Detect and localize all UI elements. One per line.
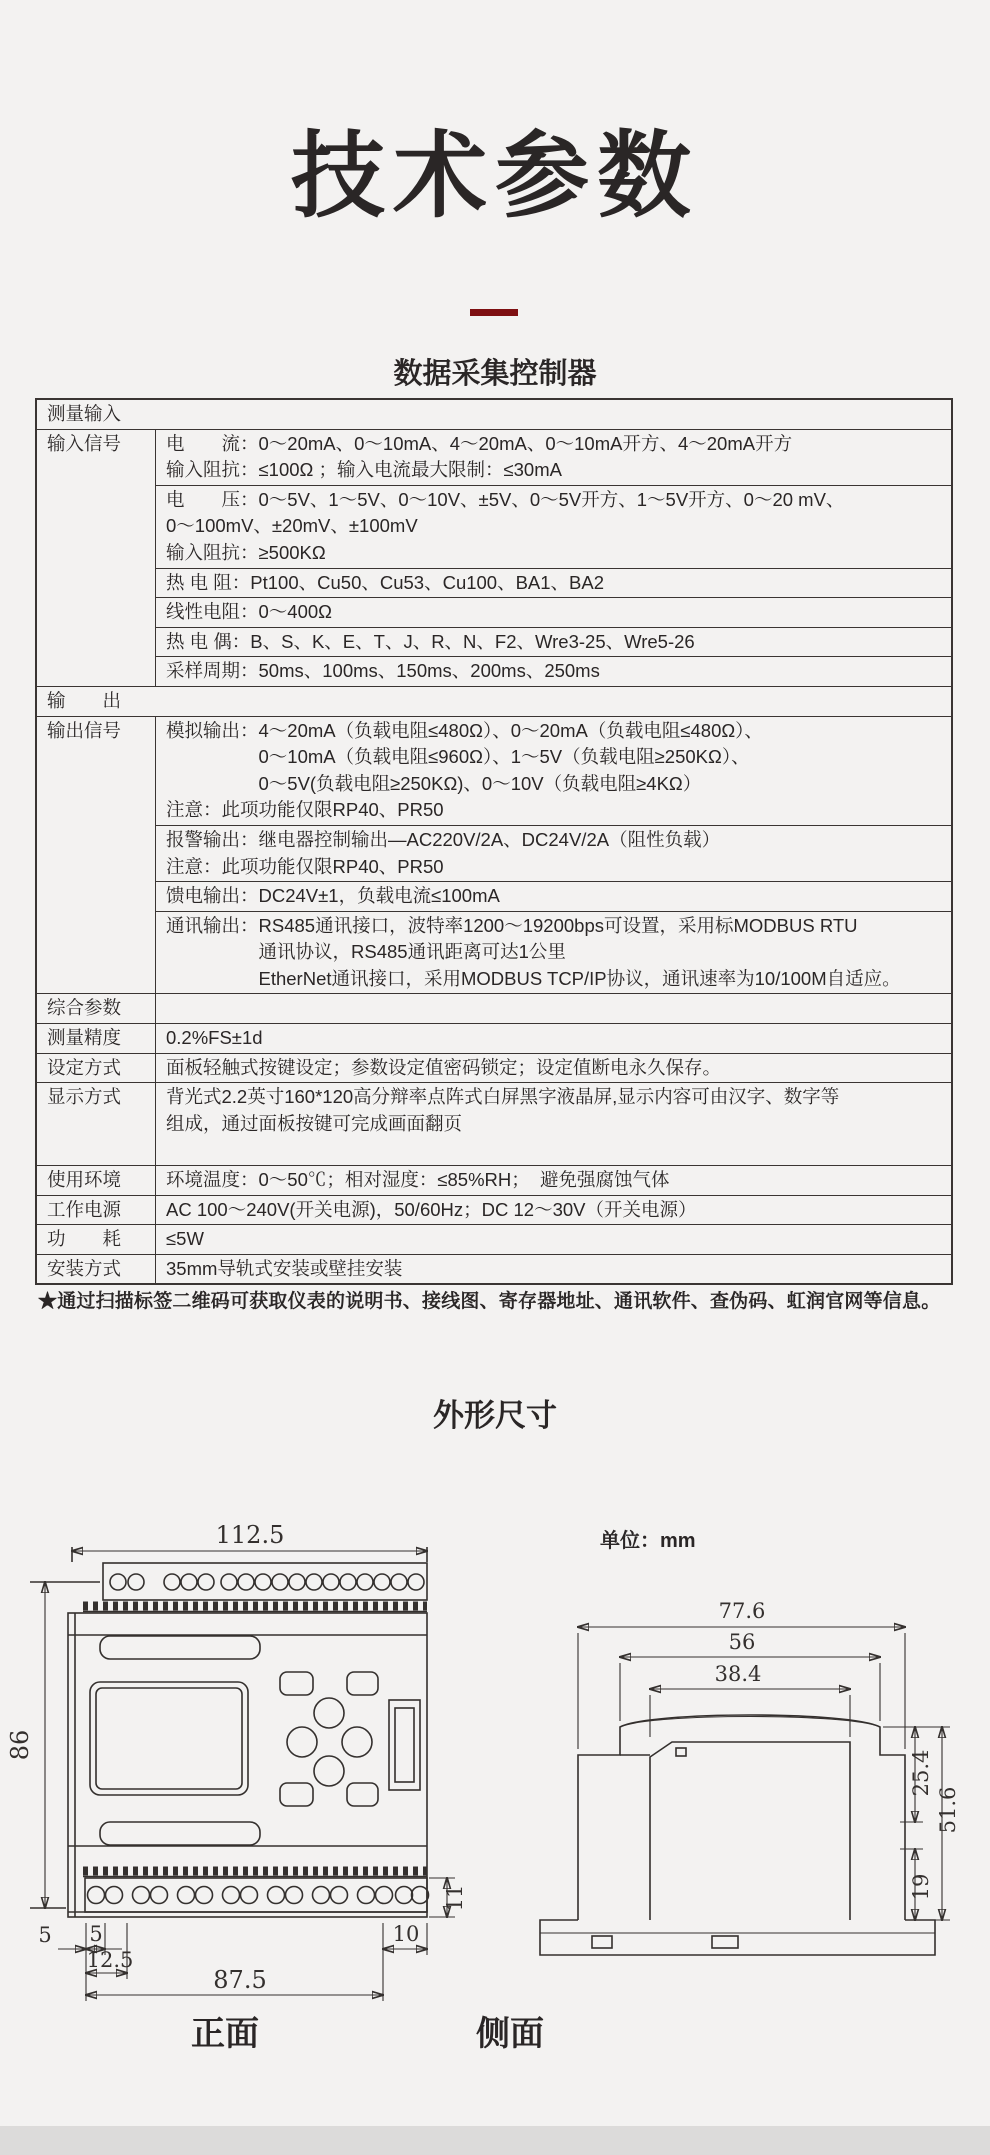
footer-band: [0, 2126, 990, 2155]
spec-row: [37, 1254, 951, 1284]
spec-row-label: 使用环境: [47, 1169, 122, 1191]
spec-sub-row: [156, 485, 951, 568]
spec-text-line: 35mm导轨式安装或壁挂安装: [166, 1257, 403, 1279]
spec-text-line: 热 电 阻：Pt100、Cu50、Cu53、Cu100、BA1、BA2: [166, 571, 605, 593]
spec-text-line: 背光式2.2英寸160*120高分辩率点阵式白屏黑字液晶屏,显示内容可由汉字、数字等: [166, 1086, 840, 1108]
spec-text-line: EtherNet通讯接口，采用MODBUS TCP/IP协议，通讯速率为10/100M自适应。: [166, 967, 901, 989]
spec-row-content: [155, 1225, 951, 1254]
spec-row-label: 安装方式: [47, 1257, 122, 1279]
spec-text-line: 电 压：0～5V、1～5V、0～10V、±5V、0～5V开方、1～5V开方、0～20 mV、: [166, 488, 845, 510]
spec-row-label: 输出信号: [47, 719, 122, 741]
spec-sub-row: [156, 1225, 951, 1254]
side-view-drawing: [480, 1505, 990, 2025]
spec-row-label: 显示方式: [47, 1086, 122, 1108]
spec-text-line: 面板轻触式按键设定；参数设定值密码锁定；设定值断电永久保存。: [166, 1056, 722, 1078]
spec-text-line: 注意：此项功能仅限RP40、PR50: [166, 799, 444, 821]
side-dim-56: 56: [728, 1630, 756, 1654]
spec-row-label: 测量精度: [47, 1027, 122, 1049]
spec-row-content: [155, 1255, 951, 1284]
product-subtitle: 数据采集控制器: [393, 358, 597, 390]
spec-row-label: 设定方式: [47, 1056, 122, 1078]
spec-row-content: [155, 717, 951, 994]
spec-row: [37, 1053, 951, 1083]
front-dim-width: 112.5: [215, 1521, 285, 1549]
spec-sub-row: [156, 430, 951, 485]
spec-row-label: 输 出: [47, 689, 122, 711]
unit-label: 单位：mm: [600, 1530, 696, 1552]
spec-sub-row: [156, 994, 951, 1023]
spec-text-line: 报警输出：继电器控制输出—AC220V/2A、DC24V/2A（阻性负载）: [166, 828, 721, 850]
spec-row: [37, 716, 951, 994]
spec-row: [37, 1023, 951, 1053]
spec-text-line: 0～5V(负载电阻≥250KΩ)、0～10V（负载电阻≥4KΩ）: [166, 772, 702, 794]
spec-sub-row: [156, 1166, 951, 1195]
side-dim-38-4: 38.4: [714, 1662, 762, 1686]
side-view-label: 侧面: [476, 2015, 544, 2053]
spec-text-line: 采样周期：50ms、100ms、150ms、200ms、250ms: [166, 660, 600, 682]
spec-text-line: 热 电 偶：B、S、K、E、T、J、R、N、F2、Wre3-25、Wre5-26: [166, 630, 695, 652]
spec-sub-row: [156, 568, 951, 598]
side-dim-51-6: 51.6: [936, 1786, 960, 1834]
spec-row-label: 输入信号: [47, 432, 122, 454]
spec-text-line: ≤5W: [166, 1228, 204, 1250]
spec-text-line: 环境温度：0～50℃；相对湿度：≤85%RH； 避免强腐蚀气体: [166, 1169, 670, 1191]
dimensions-title: 外形尺寸: [433, 1398, 557, 1433]
spec-text-line: 0～100mV、±20mV、±100mV: [166, 515, 418, 537]
spec-text-line: 0.2%FS±1d: [166, 1027, 263, 1049]
spec-row: [37, 400, 951, 429]
spec-row-content: [155, 994, 951, 1023]
spec-text-line: 线性电阻：0～400Ω: [166, 601, 332, 623]
side-dim-77-6: 77.6: [718, 1599, 766, 1623]
spec-row: [37, 429, 951, 686]
spec-sub-row: [156, 597, 951, 627]
spec-row: [37, 1195, 951, 1225]
spec-row-label: 工作电源: [47, 1198, 122, 1220]
spec-row: [37, 1165, 951, 1195]
spec-sub-row: [156, 656, 951, 686]
spec-text-line: 输入阻抗：≥500KΩ: [166, 541, 326, 563]
spec-sub-row: [156, 627, 951, 657]
spec-text-line: 馈电输出：DC24V±1，负载电流≤100mA: [166, 885, 500, 907]
spec-sub-row: [156, 825, 951, 881]
spec-row-content: [155, 1166, 951, 1195]
front-dim-5a: 5: [38, 1923, 52, 1947]
spec-row-label: 测量输入: [47, 403, 122, 424]
front-view-drawing: [0, 1505, 480, 2025]
front-dim-12-5: 12.5: [86, 1948, 134, 1972]
spec-row-content: [155, 1196, 951, 1225]
spec-row-content: [155, 1024, 951, 1053]
spec-text-line: 输入阻抗：≤100Ω ；输入电流最大限制：≤30mA: [166, 459, 562, 481]
spec-text-line: 注意：此项功能仅限RP40、PR50: [166, 855, 444, 877]
spec-text-line: 通讯输出：RS485通讯接口，波特率1200～19200bps可设置，采用标MODBUS RTU: [166, 914, 858, 936]
spec-row: [37, 686, 951, 716]
spec-sub-row: [156, 911, 951, 994]
accent-dash: [470, 309, 518, 316]
spec-row-label: 功 耗: [47, 1228, 122, 1250]
spec-text-line: 电 流：0～20mA、0～10mA、4～20mA、0～10mA开方、4～20mA开方: [166, 432, 793, 454]
spec-row: [37, 1224, 951, 1254]
front-dim-10: 10: [392, 1922, 420, 1946]
qr-note: ★通过扫描标签二维码可获取仪表的说明书、接线图、寄存器地址、通讯软件、查伪码、虹润官网等信息。: [38, 1291, 941, 1312]
spec-sub-row: [156, 1024, 951, 1053]
side-dim-25-4: 25.4: [909, 1749, 933, 1797]
side-dim-19: 19: [909, 1873, 933, 1901]
spec-text-line: 通讯协议，RS485通讯距离可达1公里: [166, 941, 566, 963]
spec-sub-row: [156, 881, 951, 911]
spec-table: [35, 398, 953, 1285]
front-dim-87-5: 87.5: [213, 1966, 267, 1994]
spec-sub-row: [156, 1196, 951, 1225]
spec-sub-row: [156, 717, 951, 825]
spec-row-label: 综合参数: [47, 997, 122, 1019]
spec-sub-row: [156, 1054, 951, 1083]
spec-text-line: 0～10mA（负载电阻≤960Ω）、1～5V（负载电阻≥250KΩ）、: [166, 746, 750, 768]
spec-text-line: AC 100～240V(开关电源)，50/60Hz；DC 12～30V（开关电源）: [166, 1198, 697, 1220]
spec-text-line: 组成，通过面板按键可完成画面翻页: [166, 1112, 463, 1134]
spec-text-line: [166, 1137, 945, 1164]
spec-text-line: 模拟输出：4～20mA（负载电阻≤480Ω）、0～20mA（负载电阻≤480Ω）、: [166, 719, 763, 741]
spec-row-content: [155, 430, 951, 686]
page-title: 技术参数: [290, 123, 699, 228]
spec-text-line: [166, 995, 945, 1022]
spec-row-content: [155, 1054, 951, 1083]
spec-row: [37, 993, 951, 1023]
spec-row: [37, 1082, 951, 1165]
front-dim-5b: 5: [89, 1922, 103, 1946]
front-view-label: 正面: [191, 2015, 259, 2053]
spec-sub-row: [156, 1083, 951, 1165]
front-dim-11: 11: [443, 1884, 467, 1912]
spec-row-content: [155, 1083, 951, 1165]
spec-sub-row: [156, 1255, 951, 1284]
front-dim-height: 86: [6, 1729, 34, 1761]
